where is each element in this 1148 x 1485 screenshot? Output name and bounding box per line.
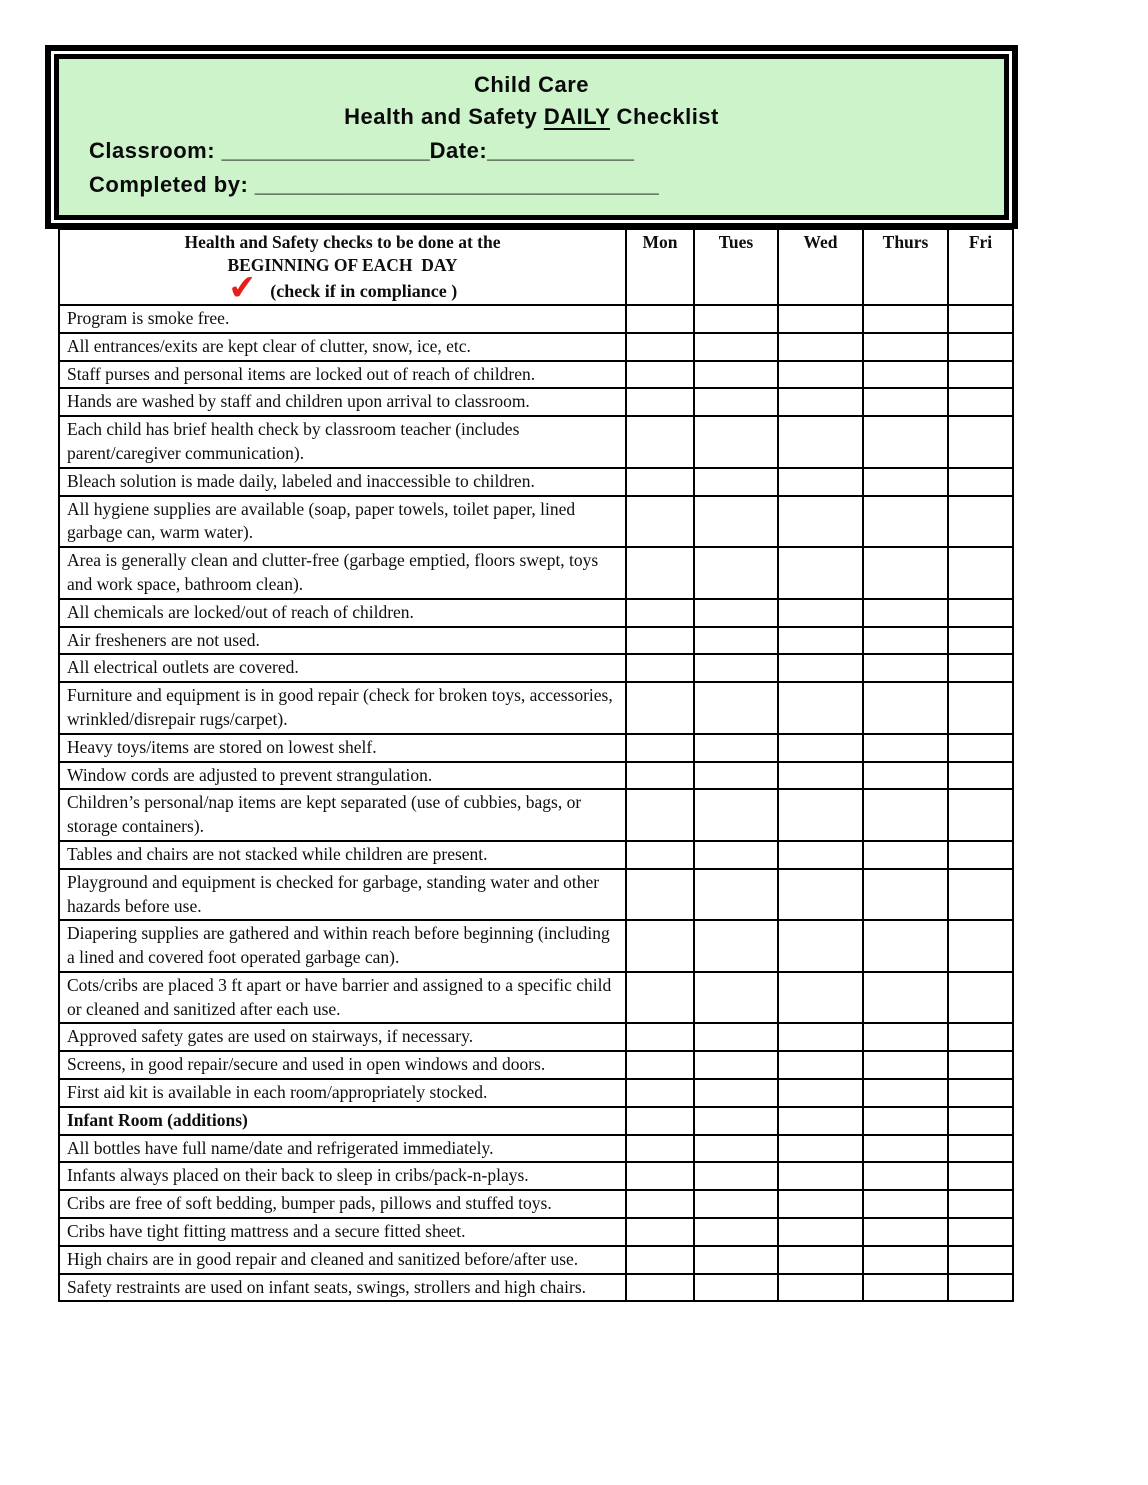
day-cell-wed	[778, 388, 863, 416]
form-title-line1: Child Care	[473, 72, 590, 97]
day-cell-wed	[778, 682, 863, 734]
day-cell-thurs	[863, 1274, 948, 1302]
date-blank-field: ____________	[487, 137, 635, 163]
checklist-item-text: Playground and equipment is checked for garbage, standing water and other hazards before use.	[59, 869, 626, 921]
day-cell-thurs	[863, 1190, 948, 1218]
day-cell-mon	[626, 972, 694, 1024]
form-header-frame	[45, 45, 1018, 229]
day-cell-fri	[948, 1190, 1013, 1218]
day-cell-tues	[694, 1051, 778, 1079]
title-post: Checklist	[609, 103, 719, 129]
day-cell-mon	[626, 734, 694, 762]
checklist-item-text: Heavy toys/items are stored on lowest shelf.	[59, 734, 626, 762]
day-cell-tues	[694, 416, 778, 468]
checklist-row	[59, 762, 1013, 790]
day-cell-tues	[694, 762, 778, 790]
column-header-fri: Fri	[948, 229, 1013, 305]
day-cell-mon	[626, 1246, 694, 1274]
checklist-row	[59, 305, 1013, 333]
day-cell-fri	[948, 869, 1013, 921]
day-cell-wed	[778, 1246, 863, 1274]
day-cell-tues	[694, 388, 778, 416]
day-cell-tues	[694, 1079, 778, 1107]
checklist-item-text: Bleach solution is made daily, labeled and inaccessible to children.	[59, 468, 626, 496]
title-pre: Health and Safety	[344, 103, 544, 129]
day-cell-thurs	[863, 682, 948, 734]
checklist-item-text: Hands are washed by staff and children upon arrival to classroom.	[59, 388, 626, 416]
day-cell-thurs	[863, 1162, 948, 1190]
day-cell-wed	[778, 1135, 863, 1163]
form-header	[54, 54, 1009, 220]
checklist-row	[59, 1246, 1013, 1274]
day-cell-thurs	[863, 388, 948, 416]
day-cell-fri	[948, 305, 1013, 333]
day-cell-mon	[626, 1107, 694, 1135]
checklist-item-text: Screens, in good repair/secure and used in open windows and doors.	[59, 1051, 626, 1079]
day-cell-thurs	[863, 333, 948, 361]
day-cell-tues	[694, 841, 778, 869]
day-cell-mon	[626, 416, 694, 468]
day-cell-thurs	[863, 1051, 948, 1079]
day-cell-tues	[694, 496, 778, 548]
checklist-row	[59, 547, 1013, 599]
column-header-mon: Mon	[626, 229, 694, 305]
checklist-row	[59, 599, 1013, 627]
checklist-body	[59, 305, 1013, 1301]
day-cell-mon	[626, 388, 694, 416]
day-cell-wed	[778, 1274, 863, 1302]
checklist-row	[59, 734, 1013, 762]
day-cell-tues	[694, 972, 778, 1024]
day-cell-fri	[948, 361, 1013, 389]
day-cell-wed	[778, 1079, 863, 1107]
table-header-row	[59, 229, 1013, 305]
checklist-row	[59, 388, 1013, 416]
day-cell-thurs	[863, 1023, 948, 1051]
day-cell-wed	[778, 361, 863, 389]
checklist-item-text: Diapering supplies are gathered and within reach before beginning (including a lined and covered foot operated garbage can).	[59, 920, 626, 972]
day-cell-thurs	[863, 1107, 948, 1135]
checklist-item-text: Infants always placed on their back to sleep in cribs/pack-n-plays.	[59, 1162, 626, 1190]
day-cell-thurs	[863, 1079, 948, 1107]
day-cell-fri	[948, 841, 1013, 869]
checklist-row	[59, 468, 1013, 496]
day-cell-thurs	[863, 599, 948, 627]
day-cell-fri	[948, 468, 1013, 496]
day-cell-tues	[694, 599, 778, 627]
day-cell-fri	[948, 547, 1013, 599]
checklist-item-text: Safety restraints are used on infant seats, swings, strollers and high chairs.	[59, 1274, 626, 1302]
checklist-row	[59, 627, 1013, 655]
checklist-row	[59, 841, 1013, 869]
day-cell-wed	[778, 869, 863, 921]
day-cell-mon	[626, 547, 694, 599]
checklist-row	[59, 1135, 1013, 1163]
day-cell-thurs	[863, 869, 948, 921]
checklist-item-text: Infant Room (additions)	[59, 1107, 626, 1135]
day-cell-mon	[626, 654, 694, 682]
day-cell-wed	[778, 1190, 863, 1218]
checklist-row	[59, 1107, 1013, 1135]
column-header-thurs: Thurs	[863, 229, 948, 305]
compliance-note: (check if in compliance )	[270, 280, 458, 301]
day-cell-thurs	[863, 416, 948, 468]
day-cell-tues	[694, 654, 778, 682]
day-cell-fri	[948, 1051, 1013, 1079]
day-cell-fri	[948, 1218, 1013, 1246]
checklist-row	[59, 920, 1013, 972]
day-cell-wed	[778, 972, 863, 1024]
day-cell-wed	[778, 1107, 863, 1135]
day-cell-tues	[694, 920, 778, 972]
day-cell-fri	[948, 333, 1013, 361]
classroom-blank-field: _________________	[221, 137, 430, 163]
day-cell-wed	[778, 841, 863, 869]
day-cell-wed	[778, 762, 863, 790]
day-cell-fri	[948, 1107, 1013, 1135]
day-cell-fri	[948, 1274, 1013, 1302]
day-cell-tues	[694, 1246, 778, 1274]
checklist-row	[59, 1023, 1013, 1051]
checklist-item-text: Children’s personal/nap items are kept separated (use of cubbies, bags, or storage containers).	[59, 789, 626, 841]
day-cell-tues	[694, 627, 778, 655]
day-cell-wed	[778, 734, 863, 762]
checklist-row	[59, 361, 1013, 389]
day-cell-thurs	[863, 789, 948, 841]
day-cell-fri	[948, 388, 1013, 416]
day-cell-mon	[626, 762, 694, 790]
checklist-item-text: Cribs have tight fitting mattress and a secure fitted sheet.	[59, 1218, 626, 1246]
day-cell-tues	[694, 547, 778, 599]
day-cell-fri	[948, 972, 1013, 1024]
title-daily-underlined: DAILY	[543, 103, 610, 129]
day-cell-wed	[778, 654, 863, 682]
day-cell-mon	[626, 1079, 694, 1107]
day-cell-mon	[626, 1190, 694, 1218]
day-cell-mon	[626, 1162, 694, 1190]
day-cell-fri	[948, 734, 1013, 762]
day-cell-mon	[626, 496, 694, 548]
day-cell-tues	[694, 682, 778, 734]
day-cell-wed	[778, 547, 863, 599]
checklist-row	[59, 1079, 1013, 1107]
checklist-item-text: Program is smoke free.	[59, 305, 626, 333]
day-cell-fri	[948, 654, 1013, 682]
day-cell-thurs	[863, 1218, 948, 1246]
day-cell-tues	[694, 789, 778, 841]
day-cell-mon	[626, 920, 694, 972]
day-cell-fri	[948, 682, 1013, 734]
day-cell-mon	[626, 1023, 694, 1051]
day-cell-thurs	[863, 496, 948, 548]
day-cell-mon	[626, 1135, 694, 1163]
checklist-table	[58, 228, 1014, 1302]
day-cell-fri	[948, 627, 1013, 655]
classroom-label: Classroom:	[89, 137, 222, 163]
day-cell-wed	[778, 333, 863, 361]
checklist-row	[59, 682, 1013, 734]
checklist-row	[59, 1274, 1013, 1302]
day-cell-mon	[626, 682, 694, 734]
day-cell-thurs	[863, 841, 948, 869]
day-cell-wed	[778, 1051, 863, 1079]
checklist-item-text: Each child has brief health check by classroom teacher (includes parent/caregiver communication).	[59, 416, 626, 468]
checklist-row	[59, 1190, 1013, 1218]
day-cell-tues	[694, 1218, 778, 1246]
day-cell-thurs	[863, 762, 948, 790]
header-line2: BEGINNING OF EACH DAY	[227, 254, 458, 275]
day-cell-thurs	[863, 627, 948, 655]
day-cell-fri	[948, 762, 1013, 790]
checklist-item-text: High chairs are in good repair and cleaned and sanitized before/after use.	[59, 1246, 626, 1274]
checklist-row	[59, 1218, 1013, 1246]
day-cell-mon	[626, 1274, 694, 1302]
day-cell-mon	[626, 869, 694, 921]
day-cell-tues	[694, 1274, 778, 1302]
header-line3	[67, 266, 618, 309]
checklist-row	[59, 789, 1013, 841]
day-cell-tues	[694, 305, 778, 333]
checklist-row	[59, 972, 1013, 1024]
checklist-item-text: Window cords are adjusted to prevent strangulation.	[59, 762, 626, 790]
completed-by-line	[77, 169, 986, 201]
checklist-item-text: Cribs are free of soft bedding, bumper pads, pillows and stuffed toys.	[59, 1190, 626, 1218]
day-cell-thurs	[863, 1135, 948, 1163]
checklist-row	[59, 654, 1013, 682]
day-cell-wed	[778, 305, 863, 333]
checklist-row	[59, 333, 1013, 361]
completed-by-label: Completed by:	[89, 171, 255, 197]
day-cell-mon	[626, 1218, 694, 1246]
day-cell-thurs	[863, 361, 948, 389]
day-cell-mon	[626, 305, 694, 333]
day-cell-mon	[626, 599, 694, 627]
checklist-item-text: Area is generally clean and clutter-free (garbage emptied, floors swept, toys and work space, bathroom clean).	[59, 547, 626, 599]
day-cell-tues	[694, 1135, 778, 1163]
completed-by-blank-field: _________________________________	[254, 171, 659, 197]
day-cell-thurs	[863, 1246, 948, 1274]
day-cell-wed	[778, 1023, 863, 1051]
classroom-date-line	[77, 135, 986, 167]
day-cell-thurs	[863, 654, 948, 682]
checklist-row	[59, 1051, 1013, 1079]
day-cell-fri	[948, 920, 1013, 972]
day-cell-tues	[694, 468, 778, 496]
day-cell-tues	[694, 1107, 778, 1135]
checklist-row	[59, 416, 1013, 468]
red-checkmark-icon: ✔	[226, 266, 258, 309]
checklist-row	[59, 496, 1013, 548]
day-cell-mon	[626, 361, 694, 389]
date-label: Date:	[429, 137, 488, 163]
checklist-item-text: Furniture and equipment is in good repair (check for broken toys, accessories, wrinkled/disrepair rugs/carpet).	[59, 682, 626, 734]
day-cell-tues	[694, 869, 778, 921]
day-cell-mon	[626, 627, 694, 655]
day-cell-fri	[948, 416, 1013, 468]
day-cell-thurs	[863, 468, 948, 496]
day-cell-fri	[948, 599, 1013, 627]
day-cell-wed	[778, 789, 863, 841]
day-cell-wed	[778, 416, 863, 468]
day-cell-thurs	[863, 972, 948, 1024]
day-cell-fri	[948, 1246, 1013, 1274]
column-header-wed: Wed	[778, 229, 863, 305]
checklist-item-text: All chemicals are locked/out of reach of children.	[59, 599, 626, 627]
day-cell-tues	[694, 1190, 778, 1218]
checklist-item-text: Cots/cribs are placed 3 ft apart or have barrier and assigned to a specific child or cleaned and sanitized after each use.	[59, 972, 626, 1024]
checklist-item-text: All entrances/exits are kept clear of clutter, snow, ice, etc.	[59, 333, 626, 361]
day-cell-tues	[694, 1023, 778, 1051]
header-line1: Health and Safety checks to be done at the	[184, 232, 501, 252]
day-cell-tues	[694, 1162, 778, 1190]
column-header-tues: Tues	[694, 229, 778, 305]
day-cell-fri	[948, 1162, 1013, 1190]
checklist-item-text: Air fresheners are not used.	[59, 627, 626, 655]
form-title-line2	[77, 101, 986, 133]
day-cell-tues	[694, 361, 778, 389]
day-cell-mon	[626, 789, 694, 841]
checklist-item-text: All hygiene supplies are available (soap, paper towels, toilet paper, lined garbage can, warm water).	[59, 496, 626, 548]
day-cell-wed	[778, 920, 863, 972]
checklist-item-text: Staff purses and personal items are locked out of reach of children.	[59, 361, 626, 389]
day-cell-fri	[948, 789, 1013, 841]
day-cell-mon	[626, 1051, 694, 1079]
day-cell-fri	[948, 1023, 1013, 1051]
day-cell-wed	[778, 1218, 863, 1246]
day-cell-wed	[778, 496, 863, 548]
day-cell-tues	[694, 734, 778, 762]
checklist-item-text: Approved safety gates are used on stairways, if necessary.	[59, 1023, 626, 1051]
day-cell-wed	[778, 468, 863, 496]
day-cell-thurs	[863, 305, 948, 333]
day-cell-mon	[626, 841, 694, 869]
checklist-item-text: All bottles have full name/date and refrigerated immediately.	[59, 1135, 626, 1163]
day-cell-wed	[778, 627, 863, 655]
table-header-title-cell	[59, 229, 626, 309]
day-cell-fri	[948, 1135, 1013, 1163]
day-cell-mon	[626, 333, 694, 361]
day-cell-tues	[694, 333, 778, 361]
checklist-row	[59, 869, 1013, 921]
day-cell-thurs	[863, 734, 948, 762]
day-cell-thurs	[863, 920, 948, 972]
checklist-row	[59, 1162, 1013, 1190]
checklist-item-text: Tables and chairs are not stacked while children are present.	[59, 841, 626, 869]
checklist-item-text: First aid kit is available in each room/appropriately stocked.	[59, 1079, 626, 1107]
day-cell-wed	[778, 1162, 863, 1190]
day-cell-mon	[626, 468, 694, 496]
checklist-item-text: All electrical outlets are covered.	[59, 654, 626, 682]
day-cell-thurs	[863, 547, 948, 599]
day-cell-fri	[948, 496, 1013, 548]
day-cell-wed	[778, 599, 863, 627]
day-cell-fri	[948, 1079, 1013, 1107]
